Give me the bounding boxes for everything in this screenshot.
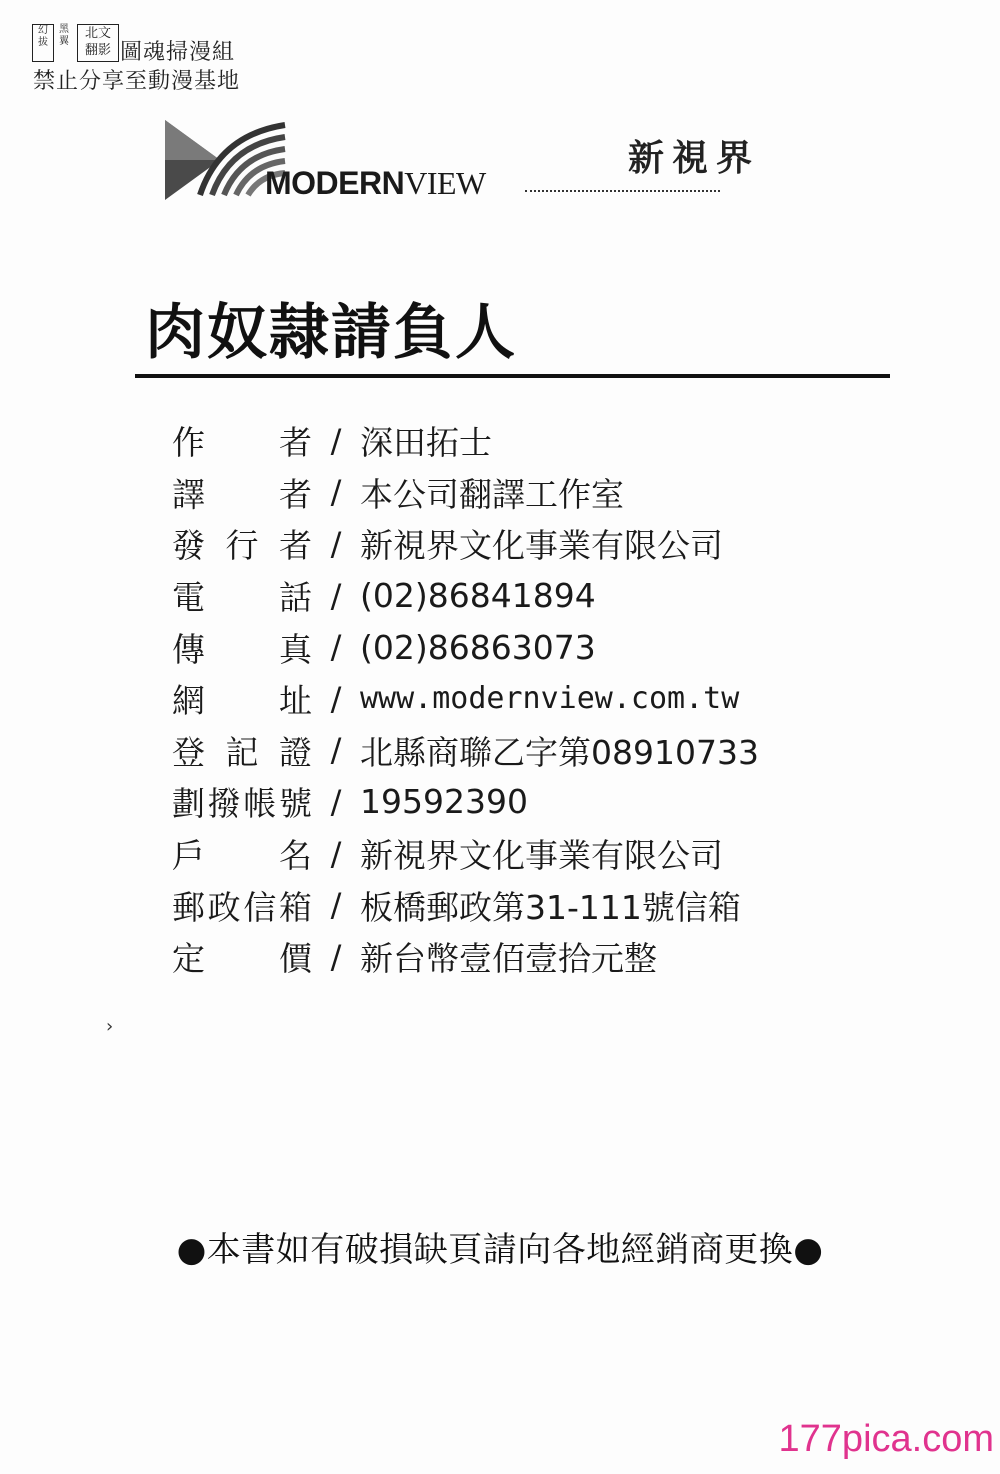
stamp-seal-right	[77, 24, 119, 62]
colophon-separator: /	[330, 886, 342, 925]
title-divider	[135, 374, 890, 378]
colophon-row	[172, 621, 759, 673]
colophon-value: 北縣商聯乙字第08910733	[360, 732, 759, 772]
colophon-separator: /	[330, 524, 342, 563]
colophon-separator: /	[330, 628, 342, 667]
colophon-label: 發 行 者	[172, 526, 312, 566]
colophon-value: 新視界文化事業有限公司	[360, 526, 723, 566]
colophon-row	[172, 931, 759, 983]
colophon-row	[172, 415, 759, 467]
logo-dotted-rule	[525, 190, 720, 192]
colophon-label: 定 價	[172, 939, 312, 979]
book-title: 肉奴隷請負人	[145, 298, 517, 368]
stamp-char: 翻	[84, 43, 98, 58]
colophon-value: (02)86841894	[360, 576, 596, 616]
colophon-row	[172, 828, 759, 880]
colophon-label: 網 址	[172, 681, 312, 721]
stamp-char: 影	[98, 43, 112, 58]
colophon-value: 本公司翻譯工作室	[360, 474, 624, 514]
stamp-char: 翼	[59, 36, 69, 47]
stamp-seal-mid	[54, 24, 74, 60]
colophon-separator: /	[330, 731, 342, 770]
stamp-char: 文	[98, 26, 112, 41]
colophon-label: 電 話	[172, 578, 312, 618]
logo-word-bold: MODERN	[265, 165, 405, 201]
colophon-separator: /	[330, 937, 342, 976]
colophon-list	[172, 415, 759, 983]
stamp-char: 北	[84, 26, 98, 41]
colophon-separator: /	[330, 421, 342, 460]
colophon-value: 新視界文化事業有限公司	[360, 836, 723, 876]
scan-speck: ›	[106, 1016, 114, 1037]
colophon-separator: /	[330, 679, 342, 718]
publisher-logo-wordmark	[265, 165, 486, 202]
colophon-label: 登 記 證	[172, 732, 312, 772]
colophon-value: 板橋郵政第31-111號信箱	[360, 887, 741, 927]
colophon-value: www.modernview.com.tw	[360, 681, 740, 717]
colophon-label: 傳 真	[172, 629, 312, 669]
colophon-row	[172, 673, 759, 725]
colophon-separator: /	[330, 782, 342, 821]
colophon-value: 深田拓士	[360, 423, 492, 463]
colophon-separator: /	[330, 834, 342, 873]
colophon-row	[172, 467, 759, 519]
colophon-label: 郵 政 信 箱	[172, 887, 312, 927]
site-watermark: 177pica.com	[778, 1418, 994, 1460]
colophon-row	[172, 725, 759, 777]
colophon-row	[172, 776, 759, 828]
publisher-chinese-name: 新視界	[628, 138, 761, 179]
colophon-label: 戶 名	[172, 836, 312, 876]
colophon-row	[172, 879, 759, 931]
scan-group-stamp	[32, 24, 122, 64]
colophon-value: (02)86863073	[360, 627, 596, 667]
colophon-separator: /	[330, 473, 342, 512]
damage-exchange-notice: ●本書如有破損缺頁請向各地經銷商更換●	[176, 1230, 824, 1270]
colophon-label: 作 者	[172, 423, 312, 463]
colophon-value: 新台幣壹佰壹拾元整	[360, 939, 657, 979]
colophon-row	[172, 570, 759, 622]
colophon-label: 劃 撥 帳 號	[172, 784, 312, 824]
stamp-char: 拔	[38, 37, 48, 48]
colophon-separator: /	[330, 576, 342, 615]
scan-credit-line-2: 禁止分享至動漫基地	[33, 69, 241, 94]
colophon-value: 19592390	[360, 782, 528, 822]
stamp-seal-left	[32, 24, 54, 62]
stamp-char: 幻	[38, 25, 48, 36]
logo-word-thin: VIEW	[404, 165, 486, 201]
stamp-char: 黑	[59, 24, 69, 35]
scan-credit-line-1: 圖魂掃漫組	[120, 40, 236, 65]
colophon-row	[172, 518, 759, 570]
colophon-label: 譯 者	[172, 474, 312, 514]
